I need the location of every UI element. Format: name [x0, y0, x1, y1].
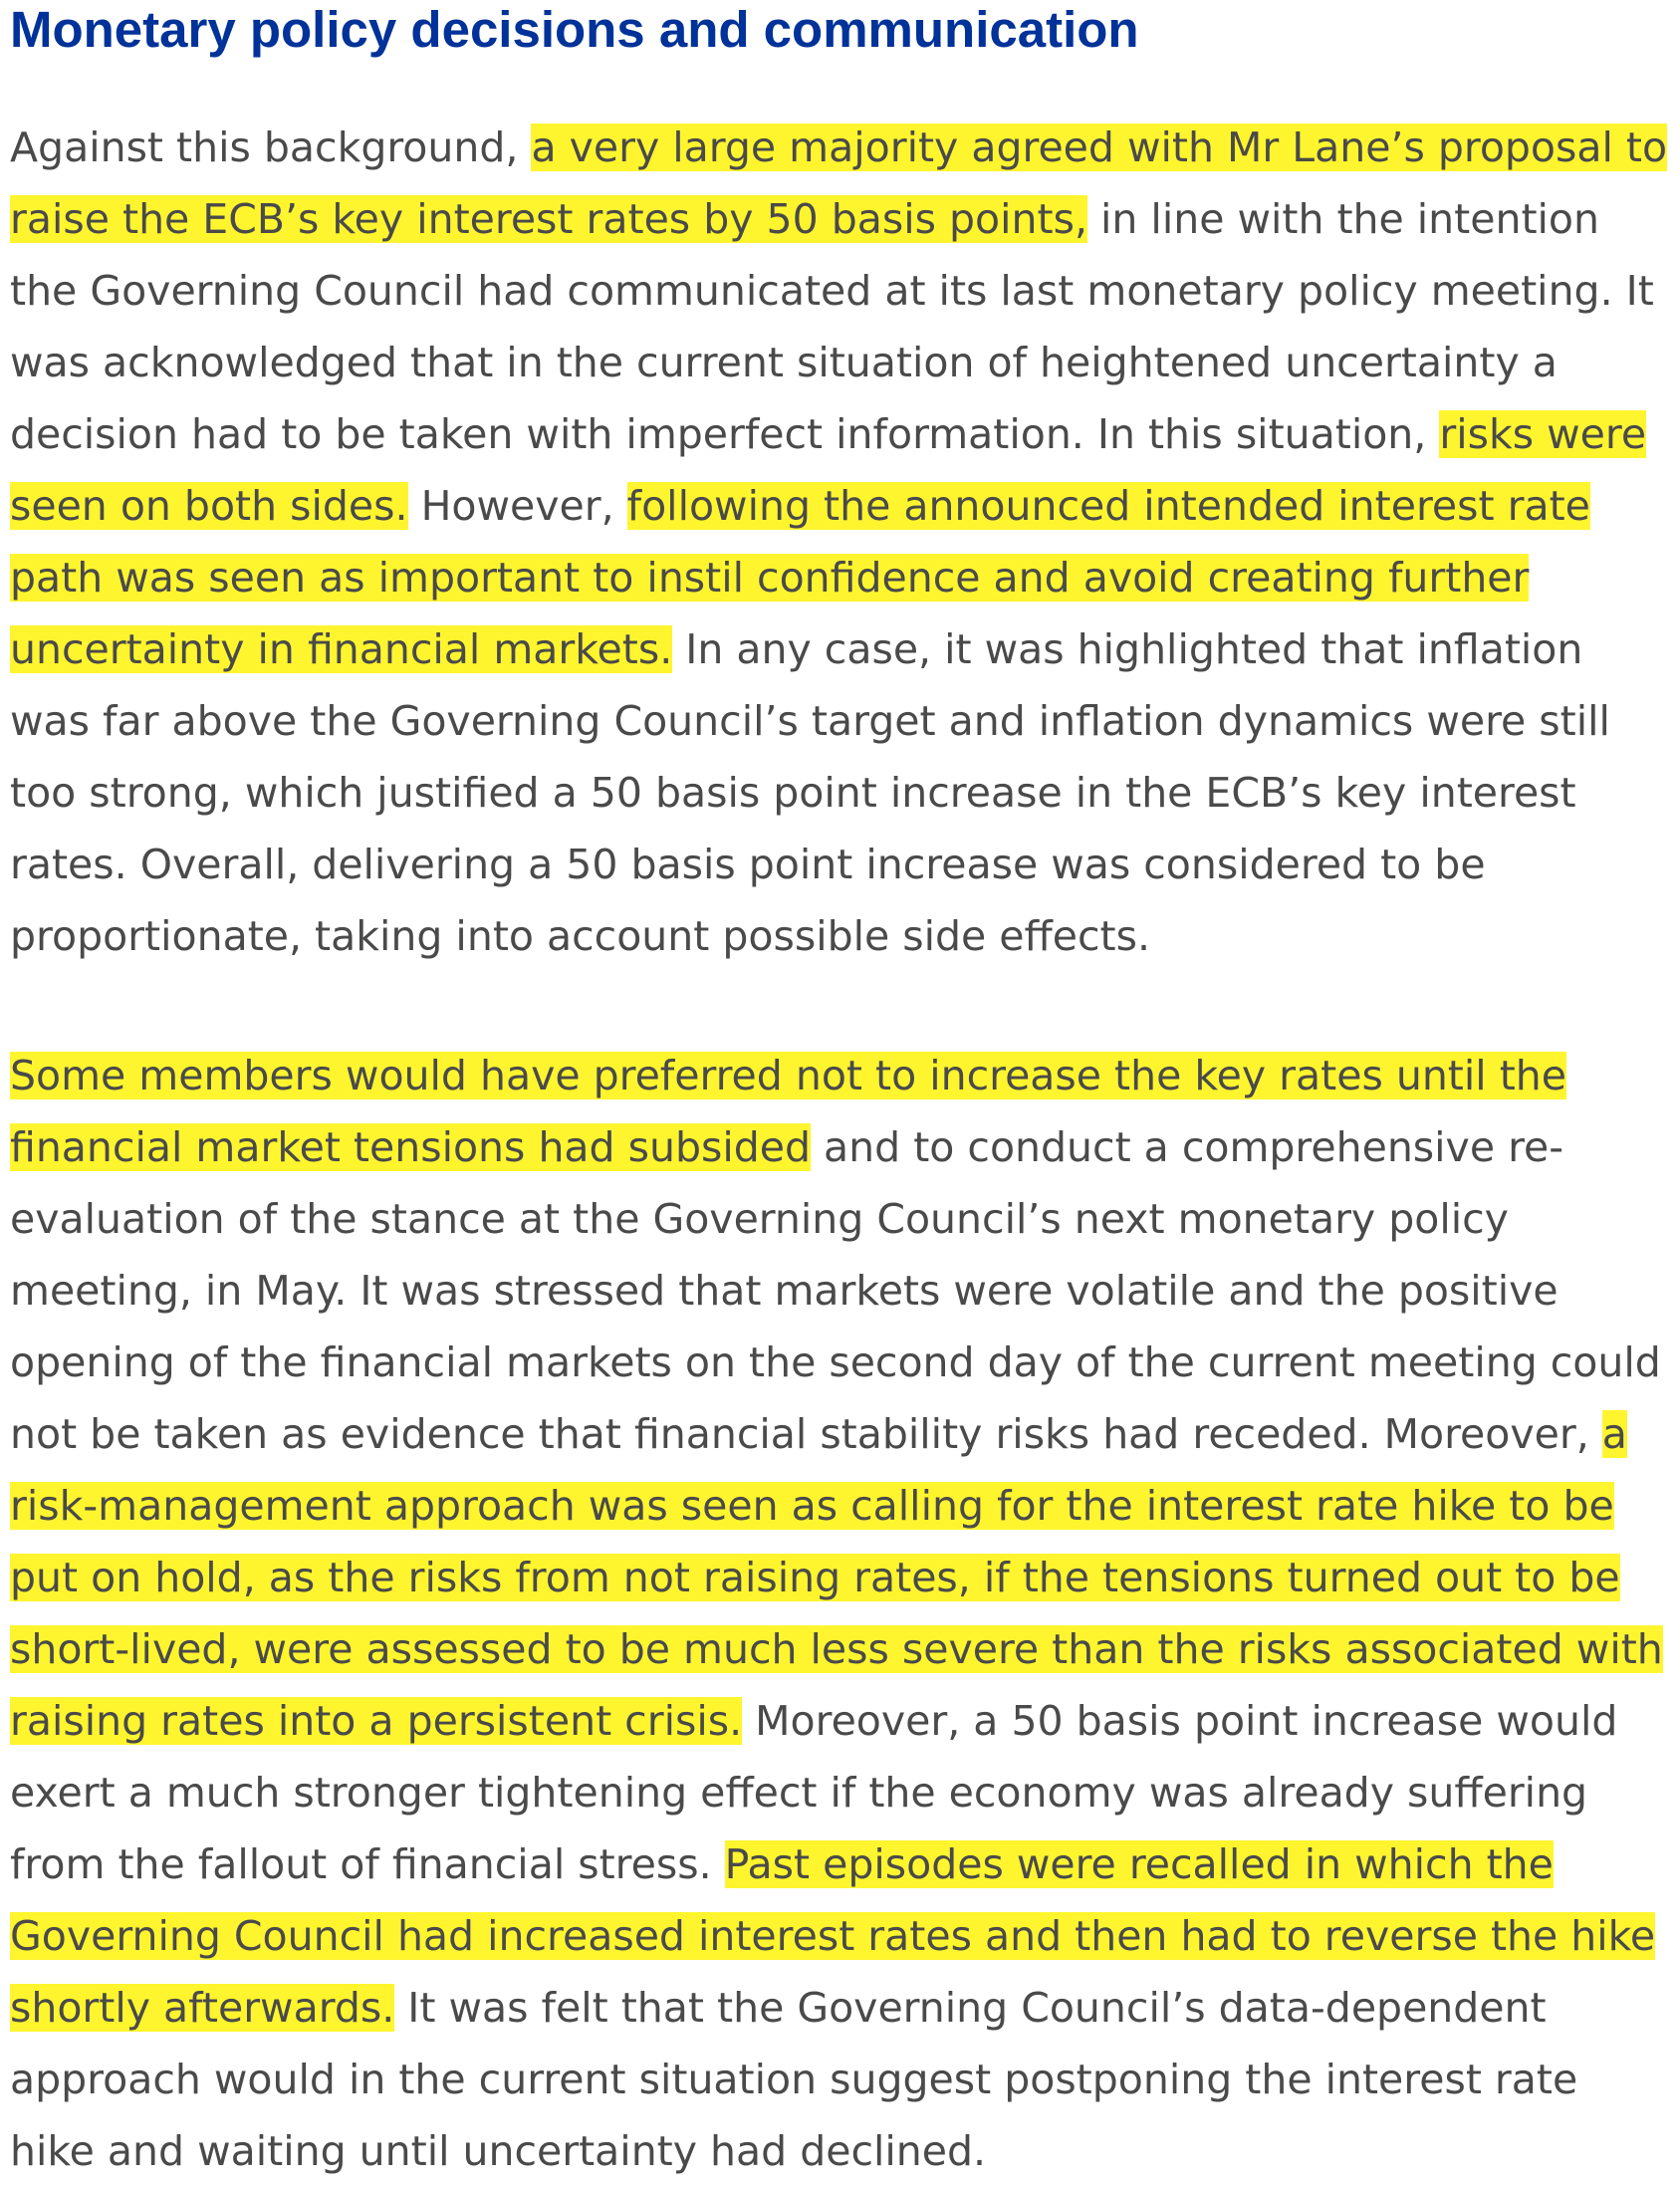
paragraph-text: In any case, it was highlighted that inflation was far above the Governing Council’s target and inflation dynamics were still too strong, which justified a 50 basis point increase in the ECB’s key interest rates. Overall, delivering a 50 basis point increase was considered to be proportionate, taking into account possible side effects.: [10, 625, 1610, 960]
highlighted-text: Some members would have preferred not to increase the key rates until the financial market tensions had subsided: [10, 1052, 1566, 1171]
article: [10, 0, 1668, 2175]
highlighted-text: Past episodes were recalled in which the Governing Council had increased interest rates and then had to reverse the hike shortly afterwards.: [10, 1840, 1656, 2032]
paragraph-text: and to conduct a comprehensive re-evaluation of the stance at the Governing Council’s next monetary policy meeting, in May. It was stressed that markets were volatile and the positive opening of the financial markets on the second day of the current meeting could not be taken as evidence that financial stability risks had receded. Moreover,: [10, 1123, 1661, 1458]
highlighted-text: following the announced intended interest rate path was seen as important to instil confidence and avoid creating further uncertainty in financial markets.: [10, 482, 1590, 673]
highlighted-text: risks were seen on both sides.: [10, 410, 1647, 530]
paragraph-text: However,: [407, 482, 627, 530]
paragraph-2: [10, 1040, 1668, 2187]
highlighted-text: a risk-management approach was seen as calling for the interest rate hike to be put on hold, as the risks from not raising rates, if the tensions turned out to be short-lived, were assessed to be much less severe than the risks associated with raising rates into a persistent crisis.: [10, 1410, 1663, 1745]
paragraph-text: in line with the intention the Governing Council had communicated at its last monetary policy meeting. It was acknowledged that in the current situation of heightened uncertainty a decision had to be taken with imperfect information. In this situation,: [10, 195, 1654, 458]
paragraph-text: Moreover, a 50 basis point increase would exert a much stronger tightening effect if the economy was already suffering from the fallout of financial stress.: [10, 1697, 1618, 1888]
paragraph-1: [10, 112, 1668, 972]
paragraph-text: Against this background,: [10, 123, 532, 171]
paragraph-text: It was felt that the Governing Council’s data-dependent approach would in the current situation suggest postponing the interest rate hike and waiting until uncertainty had declined.: [10, 1984, 1578, 2175]
highlighted-text: a very large majority agreed with Mr Lane’s proposal to raise the ECB’s key interest rates by 50 basis points,: [10, 123, 1668, 243]
section-heading: Monetary policy decisions and communication: [10, 1, 1139, 58]
